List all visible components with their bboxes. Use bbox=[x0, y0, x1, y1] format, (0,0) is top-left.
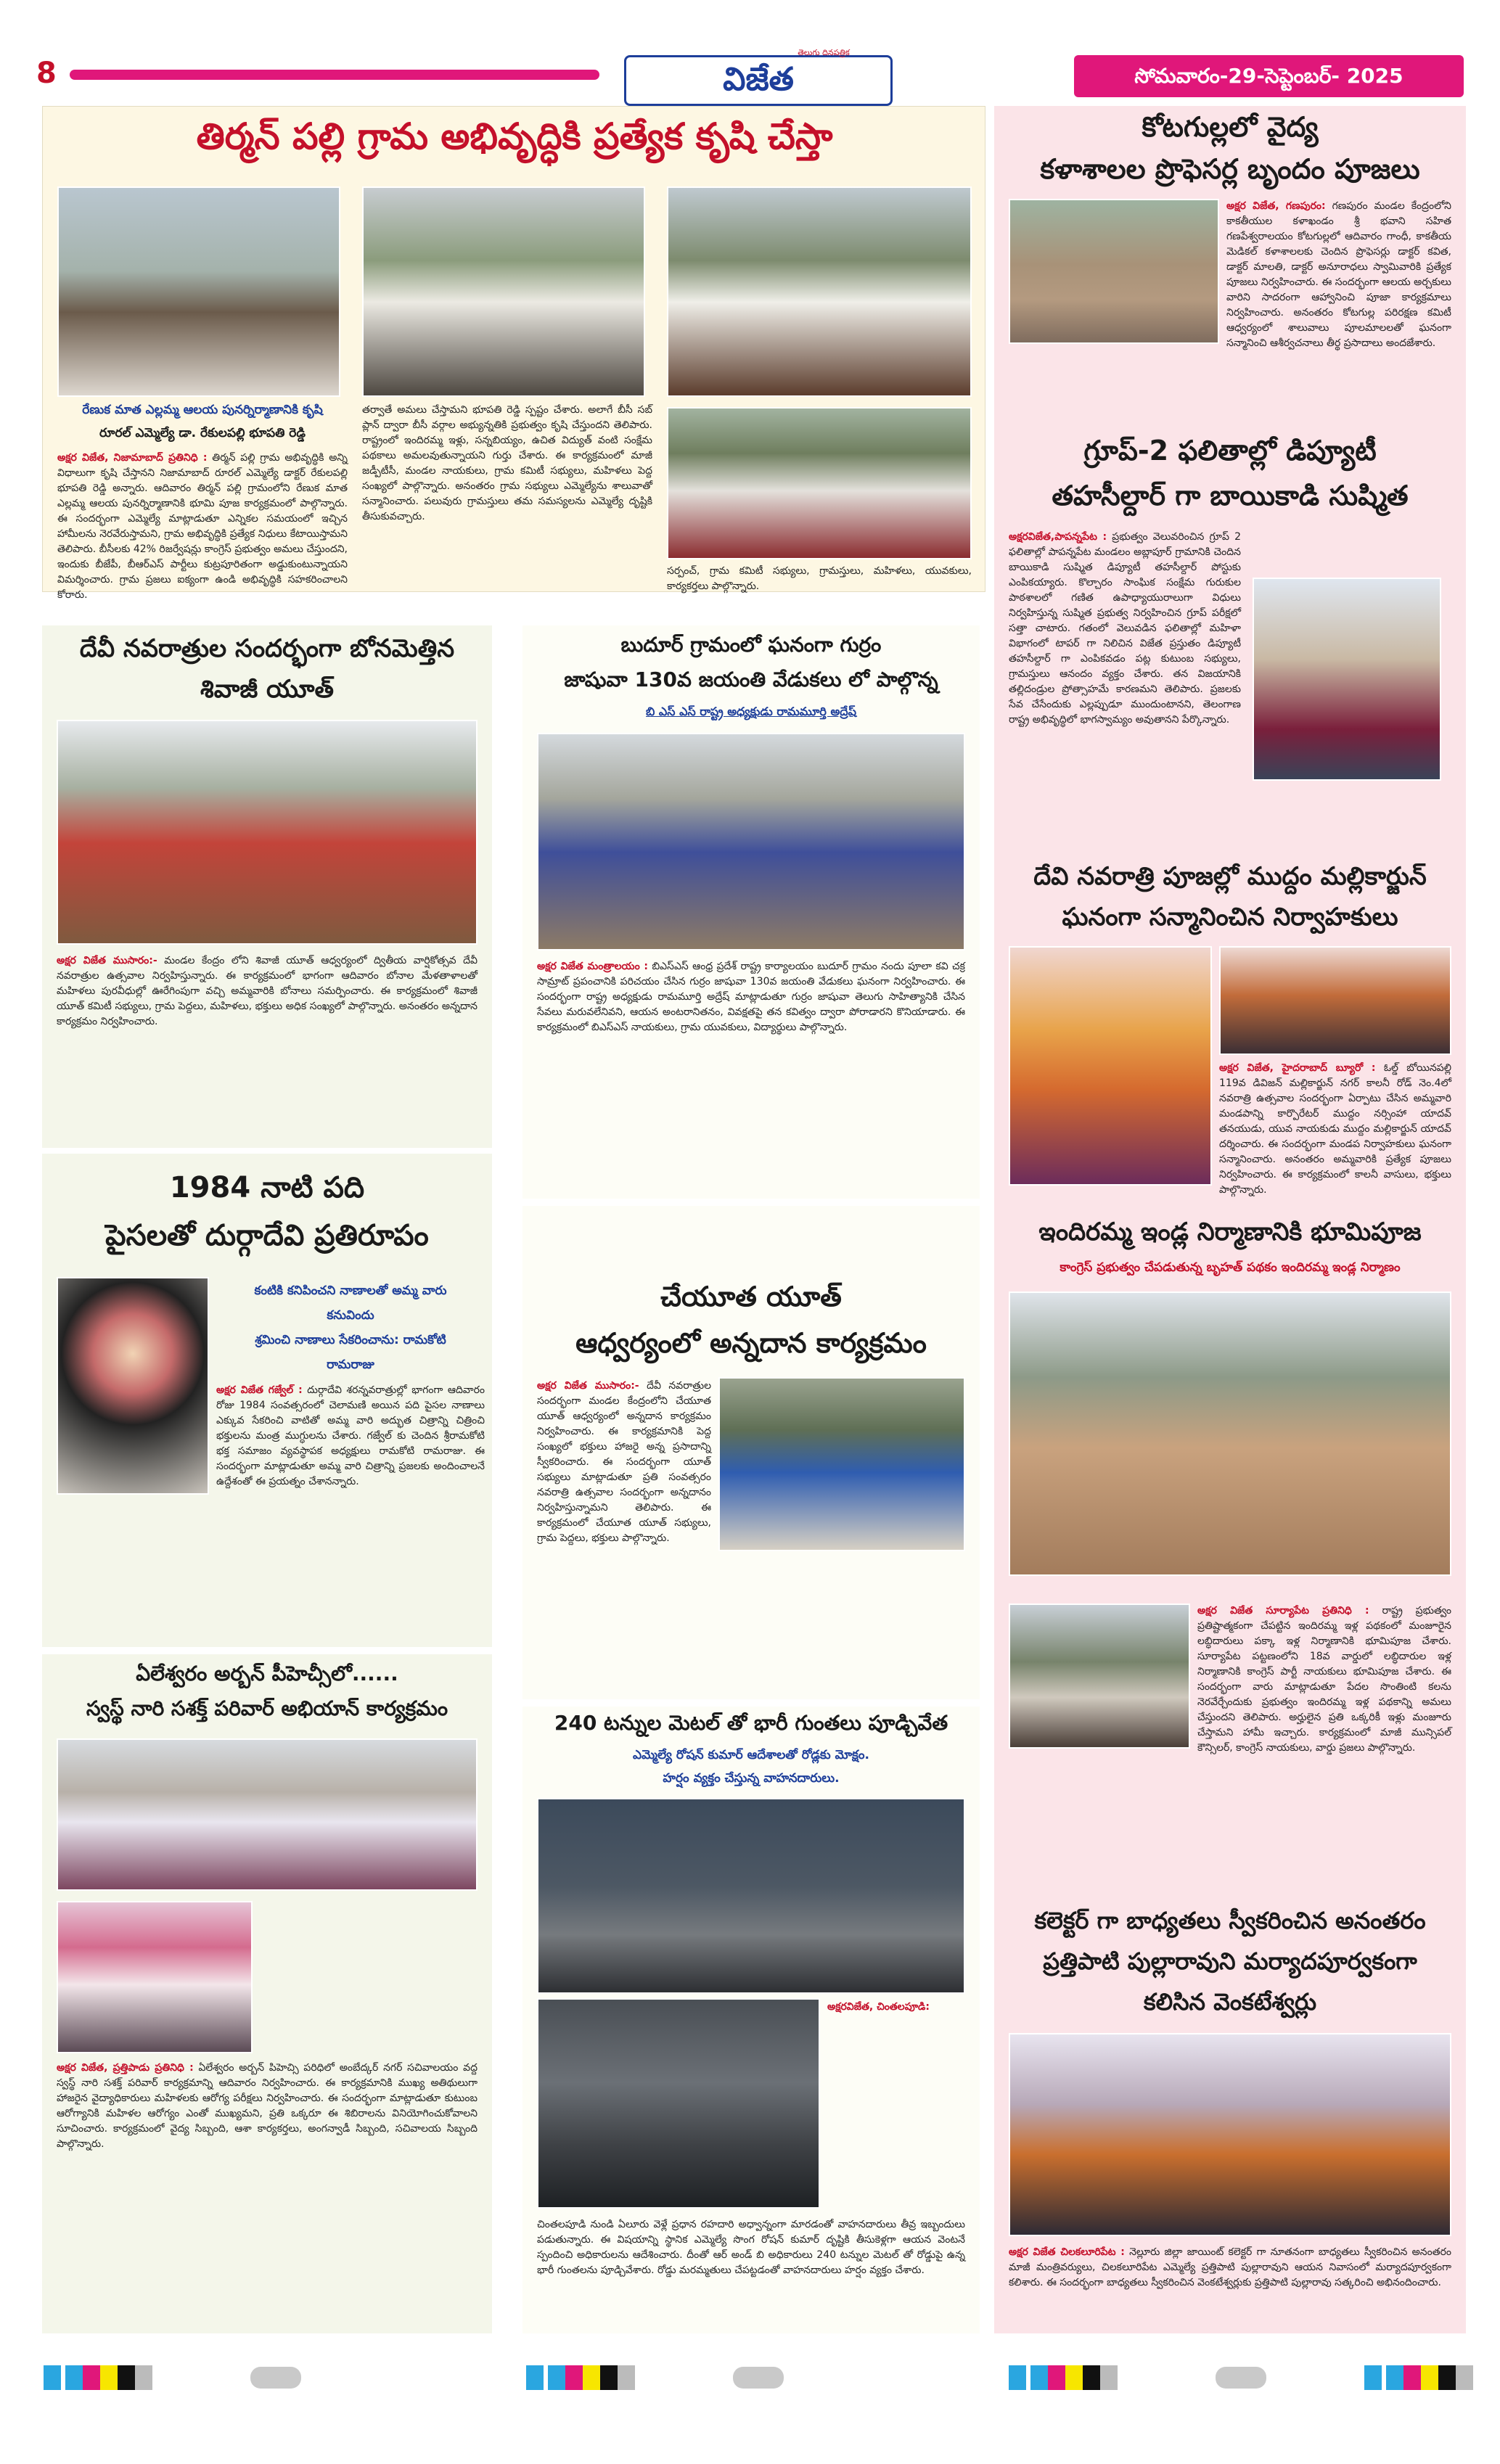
byline: అక్షర విజేత గజ్వేల్ : bbox=[216, 1384, 303, 1396]
article-tirmanpally bbox=[42, 106, 985, 601]
article-headline-line3: కలిసిన వెంకటేశ్వర్లు bbox=[1143, 1988, 1317, 2016]
masthead-title: విజేత bbox=[723, 61, 794, 98]
article-headline-line2: ఘనంగా సన్మానించిన నిర్వాహకులు bbox=[1062, 903, 1398, 932]
article-body: చింతలపూడి నుండి ఏలూరు వెళ్లే ప్రధాన రహదారి అధ్వాన్నంగా మారడంతో వాహనదారులు తీవ్ర ఇబ్బందులు పడుతున్నారు. ఈ విషయాన్ని స్థానిక ఎమ్మెల్యే సొంగ రోషన్ కుమార్ దృష్టికి తీసుకెళ్లగా ఆయన వెంటనే స్పందించి అధికారులను ఆదేశించారు. దీంతో ఆర్ అండ్ బి అధికారులు 240 టన్నుల మెటల్ తో రోడ్డుపై ఉన్న భారీ గుంతలను పూడ్చివేశారు. రోడ్డు మరమ్మతులు చేపట్టడంతో వాహనదారులు హర్షం వ్యక్తం చేశారు. bbox=[537, 2219, 965, 2276]
article-body-col2: తర్వాతే అమలు చేస్తామని భూపతి రెడ్డి స్పష్టం చేశారు. అలాగే బీసీ సబ్ ప్లాన్ ద్వారా బీసీ వర్గాల అభ్యున్నతికి ప్రభుత్వం కృషి చేస్తుందని తెలిపారు. రాష్ట్రంలో ఇందిరమ్మ ఇళ్లు, సన్నబియ్యం, ఉచిత విద్యుత్ వంటి సంక్షేమ పథకాలు అమలవుతున్నాయని గుర్తు చేశారు. ఈ కార్యక్రమంలో మాజీ జడ్పీటీసీ, మండల నాయకులు, గ్రామ కమిటీ సభ్యులు, మహిళలు పెద్ద సంఖ్యలో పాల్గొన్నారు. అనంతరం గ్రామ సభ్యులు ఎమ్మెల్యేను శాలువాతో సన్మానించారు. పలువురు గ్రామస్తులు తమ సమస్యలను ఎమ్మెల్యే దృష్టికి తీసుకువచ్చారు. bbox=[362, 404, 652, 522]
byline: అక్షర విజేత, హైదరాబాద్ బ్యూరో : bbox=[1219, 1062, 1376, 1074]
photo-jcb-night bbox=[537, 1798, 965, 1994]
byline: అక్షర విజేత ముసారం:- bbox=[537, 1380, 639, 1392]
article-headline-line1: ఏలేశ్వరం అర్బన్ పీహెచ్సీలో...... bbox=[136, 1662, 398, 1685]
body-text: నెల్లూరు జిల్లా జాయింట్ కలెక్టర్ గా నూతనంగా బాధ్యతలు స్వీకరించిన అనంతరం మాజీ మంత్రివర్యులు, చిలకలూరిపేట ఎమ్మెల్యే ప్రత్తిపాటి పుల్లారావుని ఆయన నివాసంలో మర్యాదపూర్వకంగా కలిశారు. ఈ సందర్భంగా బాధ్యతలు స్వీకరించిన వెంకటేశ్వర్లుకు ప్రత్తిపాటి పుల్లారావు సత్కరించి అభినందించారు. bbox=[1009, 2246, 1451, 2288]
article-body bbox=[57, 2061, 478, 2322]
article-yeleswaram-phc bbox=[42, 1654, 492, 2333]
article-body bbox=[1197, 1603, 1451, 1886]
article-headline-line2: ఆధ్వర్యంలో అన్నదాన కార్యక్రమం bbox=[575, 1327, 927, 1359]
article-subhead: కాంగ్రెస్ ప్రభుత్వం చేపడుతున్న బృహత్ పథకం ఇందిరమ్మ ఇండ్ల నిర్మాణం bbox=[1060, 1260, 1401, 1275]
byline: అక్షరవిజేత, చింతలపూడి: bbox=[827, 2001, 930, 2013]
photo-coin-art bbox=[57, 1277, 209, 1495]
byline: అక్షర విజేత, ప్రత్తిపాడు ప్రతినిధి : bbox=[57, 2062, 194, 2074]
article-sub4: రామరాజు bbox=[327, 1358, 374, 1372]
article-headline-line1: దేవి నవరాత్రి పూజల్లో ముద్దం మల్లికార్జున్ bbox=[1033, 862, 1427, 891]
article-annadanam bbox=[522, 1206, 980, 1699]
article-headline-line2: శివాజీ యూత్ bbox=[200, 675, 334, 704]
color-bar-group-2 bbox=[526, 2365, 635, 2390]
photo-bonalu bbox=[57, 720, 478, 945]
article-subhead: బి ఎస్ ఎస్ రాష్ట్ర అధ్యక్షుడు రామమూర్తి అద్రేష్ bbox=[646, 705, 856, 718]
article-body bbox=[1226, 199, 1451, 416]
body-text: మండల కేంద్రం లోని శివాజీ యూత్ ఆధ్వర్యంలో ద్వితీయ వార్షికోత్సవ దేవీ నవరాత్రుల ఉత్సవాల నిర్వహిస్తున్నారు. ఈ కార్యక్రమంలో భాగంగా ఆదివారం బోనాల మేళతాళాలతో మహిళలు పురవీధుల్లో ఊరేగింపుగా వచ్చి అమ్మవారికి బోనాలు సమర్పించారు. ఈ కార్యక్రమంలో శివాజీ యూత్ కమిటీ సభ్యులు, గ్రామ పెద్దలు, మహిళలు, భక్తులు అధిక సంఖ్యలో పాల్గొన్నారు. అనంతరం అన్నదాన కార్యక్రమం నిర్వహించారు. bbox=[57, 955, 478, 1027]
body-text: దుర్గాదేవి శరన్నవరాత్రుల్లో భాగంగా ఆదివారం రోజు 1984 సంవత్సరంలో చెలామణి అయిన పది పైసల నాణాలు ఎక్కువ సేకరించి వాటితో అమ్మ వారి అద్భుత చిత్రాన్ని చిత్రించి భక్తులను మంత్ర ముగ్ధులను చేశారు. గజ్వేల్ కు చెందిన శ్రీరామకోటి భక్త సమాజం వ్యవస్థాపక అధ్యక్షులు రామకోటి రామరాజు. ఈ సందర్భంగా మాట్లాడుతూ అమ్మ వారి చిత్రాన్ని ప్రజలకు అందించాలనే ఉద్దేశంతో ఈ ప్రయత్నం చేశానన్నారు. bbox=[216, 1384, 485, 1487]
article-body bbox=[1219, 1061, 1451, 1199]
photo-phc-banner bbox=[57, 1901, 253, 2053]
photo-felicitation bbox=[1219, 946, 1451, 1055]
photo-caption-2: రూరల్ ఎమ్మెల్యే డా. రేకులపల్లి భూపతి రెడ్డి bbox=[99, 426, 306, 440]
photo-caption-1: రేణుక మాత ఎల్లమ్మ ఆలయ పునర్నిర్మాణానికి కృషి bbox=[82, 403, 323, 417]
article-body bbox=[537, 1379, 711, 1691]
color-bar-group-4 bbox=[1364, 2365, 1473, 2390]
article-headline-line2: కళాశాలల ప్రొఫెసర్ల బృందం పూజలు bbox=[1040, 153, 1420, 185]
photo-potholes bbox=[537, 1998, 820, 2209]
article-road-repair bbox=[522, 1707, 980, 2333]
photo-goddess-stage bbox=[1009, 946, 1212, 1186]
byline: అక్షర విజేత సూర్యాపేట ప్రతినిధి : bbox=[1197, 1605, 1369, 1617]
photo-bhoomipuja bbox=[1009, 1291, 1451, 1576]
byline: అక్షర విజేత, గణపురం: bbox=[1226, 200, 1326, 212]
article-sub1: కంటికి కనిపించని నాణాలతో అమ్మ వారు bbox=[254, 1284, 447, 1298]
page-number: 8 bbox=[36, 57, 57, 90]
article-group2 bbox=[994, 432, 1466, 853]
color-bar-group-3 bbox=[1009, 2365, 1118, 2390]
body-text: బిఎస్ఎస్ ఆంధ్ర ప్రదేశ్ రాష్ట్ర కార్యాలయం బుదూర్ గ్రామం నందు పూలా కవి చక్ర సామ్రాట్ ప్రపంచానికి పరిచయం చేసిన గుర్రం జాషువా 130వ జయంతి వేడుకలు ఘనంగా నిర్వహించారు. ఈ సందర్భంగా రాష్ట్ర అధ్యక్షుడు రామమూర్తి అద్రేష్ మాట్లాడుతూ గుర్రం జాషువా తెలుగు సాహిత్యానికి చేసిన సేవలు మరువలేనివని, ఆయన అంటరానితనం, వివక్షతపై తన కవిత్వం ద్వారా పోరాడారని కొనియాడారు. ఈ కార్యక్రమంలో బిఎస్ఎస్ నాయకులు, గ్రామ యువకులు, విద్యార్థులు పాల్గొన్నారు. bbox=[537, 961, 965, 1033]
article-headline-line1: బుదూర్ గ్రామంలో ఘనంగా గుర్రం bbox=[620, 633, 882, 657]
body-text: ఏలేశ్వరం అర్బన్ పిహెచ్సి పరిధిలో అంబేద్కర్ నగర్ సచివాలయం వద్ద స్వస్థ్ నారి సశక్త్ పరివార్ కార్యక్రమాన్ని ఆదివారం నిర్వహించారు. ఈ కార్యక్రమానికి ముఖ్య అతిథులుగా హాజరైన వైద్యాధికారులు మహిళలకు ఆరోగ్య పరీక్షలు నిర్వహించారు. ఈ సందర్భంగా మాట్లాడుతూ కుటుంబ ఆరోగ్యానికి మహిళల ఆరోగ్యం ఎంతో ముఖ్యమని, ప్రతి ఒక్కరూ ఈ శిబిరాలను వినియోగించుకోవాలని సూచించారు. కార్యక్రమంలో వైద్య సిబ్బంది, ఆశా కార్యకర్తలు, అంగన్వాడీ సిబ్బంది, సచివాలయ సిబ్బంది పాల్గొన్నారు. bbox=[57, 2062, 478, 2150]
article-headline-line2: పైసలతో దుర్గాదేవి ప్రతిరూపం bbox=[105, 1219, 429, 1252]
article-body bbox=[216, 1383, 485, 1630]
article-coin-durga bbox=[42, 1154, 492, 1647]
article-headline-line1: చేయూత యూత్ bbox=[660, 1281, 842, 1313]
article-headline-line2: ప్రత్తిపాటి పుల్లారావుని మర్యాదపూర్వకంగా bbox=[1043, 1947, 1417, 1975]
body-text: ఓల్డ్ బోయినపల్లి 119వ డివిజన్ మల్లికార్జున్ నగర్ కాలనీ రోడ్ నెం.4లో నవరాత్రి ఉత్సవాల సందర్భంగా ఏర్పాటు చేసిన అమ్మవారి మండపాన్ని కార్పొరేటర్ ముద్దం నర్సింహా యాదవ్ తనయుడు, యువ నాయకుడు ముద్దం మల్లికార్జున్ యాదవ్ దర్శించారు. ఈ సందర్భంగా మండప నిర్వాహకులు ఘనంగా సన్మానించారు. అనంతరం అమ్మవారికి ప్రత్యేక పూజలు నిర్వహించారు. ఈ కార్యక్రమంలో కాలనీ వాసులు, భక్తులు పాల్గొన్నారు. bbox=[1219, 1062, 1452, 1196]
issue-date: సోమవారం-29-సెప్టెంబర్- 2025 bbox=[1134, 64, 1403, 88]
article-headline-line2: తహసీల్దార్ గా బాయికాడి సుష్మిత bbox=[1052, 480, 1409, 512]
byline: అక్షర విజేత, నిజామాబాద్ ప్రతినిధి : bbox=[57, 452, 208, 464]
byline: అక్షర విజేత ముసారం:- bbox=[57, 955, 157, 966]
article-sub3: శ్రమించి నాణాలు సేకరించాను: రామకోటి bbox=[255, 1333, 446, 1347]
photo-professors bbox=[1009, 199, 1219, 344]
article-headline-line1: దేవీ నవరాత్రుల సందర్భంగా బోనమెత్తిన bbox=[79, 634, 455, 663]
body-text: గణపురం మండల కేంద్రంలోని కాకతీయుల కళాఖండం శ్రీ భవాని సహిత గణపేశ్వరాలయం కోటగుల్లలో ఆదివారం గాంధీ, కాకతీయ మెడికల్ కళాశాలలకు చెందిన ప్రొఫెసర్లు డాక్టర్ కవిత, డాక్టర్ మాలతి, డాక్టర్ అనూరాధలు స్వామివారికి ప్రత్యేక పూజలు నిర్వహించారు. ఈ సందర్భంగా ఆలయ అర్చకులు వారిని సాదరంగా ఆహ్వానించి పూజా కార్యక్రమాలు నిర్వహించారు. అనంతరం కోటగుల్ల పరిరక్షణ కమిటీ ఆధ్వర్యంలో శాలువాలు పూలమాలలతో ఘనంగా సన్మానించి ఆశీర్వచనాలు తీర్థ ప్రసాదాలు అందజేశారు. bbox=[1226, 200, 1451, 349]
photo-villagers bbox=[667, 186, 972, 397]
article-body-col1 bbox=[57, 451, 348, 601]
article-indiramma bbox=[994, 1216, 1466, 1898]
byline: అక్షర విజేత చిలకలూరిపేట : bbox=[1009, 2246, 1125, 2258]
article-collector bbox=[994, 1905, 1466, 2333]
article-headline: తిర్మన్ పల్లి గ్రామ అభివృద్ధికి ప్రత్యేక కృషి చేస్తా bbox=[196, 115, 833, 157]
body-text: రాష్ట్ర ప్రభుత్వం ప్రతిష్టాత్మకంగా చేపట్టిన ఇందిరమ్మ ఇళ్ల పథకంలో మంజూరైన లబ్ధిదారులు పక్కా ఇళ్ల నిర్మాణానికి భూమిపూజ చేశారు. సూర్యాపేట పట్టణంలోని 18వ వార్డులో లబ్ధిదారుల ఇళ్ల నిర్మాణానికి కాంగ్రెస్ పార్టీ నాయకులు భూమిపూజ చేశారు. ఈ సందర్భంగా వారు మాట్లాడుతూ పేదల సొంతింటి కలను నెరవేర్చేందుకు ప్రభుత్వం ఇందిరమ్మ ఇళ్ల పథకాన్ని అమలు చేస్తుందని తెలిపారు. అర్హులైన ప్రతి ఒక్కరికీ ఇళ్లు మంజూరు చేస్తామని హామీ ఇచ్చారు. కార్యక్రమంలో మాజీ మున్సిపల్ కౌన్సిలర్, కాంగ్రెస్ నాయకులు, వార్డు ప్రజలు పాల్గొన్నారు. bbox=[1197, 1605, 1452, 1754]
photo-annadanam bbox=[718, 1377, 965, 1551]
header-date-bar bbox=[1074, 55, 1464, 97]
footer-registration-marks bbox=[0, 2358, 1500, 2402]
color-bar-grey-3 bbox=[1216, 2367, 1266, 2389]
article-body bbox=[537, 959, 965, 1191]
article-kotagulla bbox=[994, 106, 1466, 425]
color-bar-grey-2 bbox=[733, 2367, 784, 2389]
photo-meeting bbox=[1009, 2033, 1451, 2236]
photo-mla-group bbox=[362, 186, 645, 397]
header-rule-left bbox=[70, 70, 599, 80]
article-subhead-1: ఎమ్మెల్యే రోషన్ కుమార్ ఆదేశాలతో రోడ్లకు మోక్షం. bbox=[633, 1748, 869, 1762]
photo-mla-temple bbox=[57, 186, 340, 397]
masthead-logo bbox=[624, 55, 893, 106]
article-body bbox=[1009, 2245, 1451, 2325]
article-body bbox=[1009, 530, 1241, 834]
masthead-tag: తెలుగు దినపత్రిక bbox=[798, 48, 850, 57]
body-text: దేవీ నవరాత్రుల సందర్భంగా మండల కేంద్రంలోని చేయూత యూత్ ఆధ్వర్యంలో అన్నదాన కార్యక్రమం నిర్వహించారు. ఈ కార్యక్రమానికి పెద్ద సంఖ్యలో భక్తులు హాజరై అన్న ప్రసాదాన్ని స్వీకరించారు. ఈ సందర్భంగా యూత్ సభ్యులు మాట్లాడుతూ ప్రతి సంవత్సరం నవరాత్రి ఉత్సవాల సందర్భంగా అన్నదానం నిర్వహిస్తున్నామని తెలిపారు. ఈ కార్యక్రమంలో చేయూత యూత్ సభ్యులు, గ్రామ పెద్దలు, భక్తులు పాల్గొన్నారు. bbox=[537, 1380, 711, 1544]
byline: అక్షరవిజేత,పాపన్నపేట : bbox=[1009, 531, 1107, 543]
article-headline: 240 టన్నుల మెటల్ తో భారీ గుంతలు పూడ్చివేత bbox=[554, 1711, 948, 1735]
article-sub2: కనువిందు bbox=[327, 1308, 374, 1323]
photo-women bbox=[667, 407, 972, 559]
article-shivaji-youth bbox=[42, 625, 492, 1148]
color-bar-group-1 bbox=[44, 2365, 152, 2390]
photo-caption-3: సర్పంచ్, గ్రామ కమిటీ సభ్యులు, గ్రామస్తులు, మహిళలు, యువకులు, కార్యకర్తలు పాల్గొన్నారు. bbox=[667, 565, 972, 592]
body-text: తిర్మన్ పల్లి గ్రామ అభివృద్ధికి అన్ని విధాలుగా కృషి చేస్తానని నిజామాబాద్ రూరల్ ఎమ్మెల్యే డాక్టర్ రేకులపల్లి భూపతి రెడ్డి అన్నారు. ఆదివారం తిర్మన్ పల్లి గ్రామంలోని రేణుక మాత ఎల్లమ్మ ఆలయ పునర్నిర్మాణానికి భూమి పూజ కార్యక్రమంలో పాల్గొన్నారు. ఈ సందర్భంగా ఎమ్మెల్యే మాట్లాడుతూ ఎన్నికల సమయంలో ఇచ్చిన హామీలను నెరవేరుస్తామని, గ్రామ అభివృద్ధికి ప్రత్యేక నిధులు కేటాయిస్తామని తెలిపారు. బీసీలకు 42% రిజర్వేషన్లు కాంగ్రెస్ ప్రభుత్వం అమలు చేస్తుందని, ఇందుకు బీజేపీ, బీఆర్ఎస్ పార్టీలు కుట్రపూరితంగా అడ్డుకుంటున్నాయని విమర్శించారు. గ్రామ ప్రజలు ఐక్యంగా ఉండి అభివృద్ధికి సహకరించాలని కోరారు. bbox=[57, 452, 348, 601]
article-headline-line1: 1984 నాటి పది bbox=[169, 1171, 365, 1204]
article-subhead-2: హర్షం వ్యక్తం చేస్తున్న వాహనదారులు. bbox=[663, 1771, 840, 1786]
article-body-side bbox=[827, 2000, 965, 2210]
body-text: ప్రభుత్వం వెలువరించిన గ్రూప్ 2 ఫలితాల్లో పాపన్నపేట మండలం అబ్లాపూర్ గ్రామానికి చెందిన బాయికాడి సుష్మిత డిప్యూటీ తహసీల్దార్ పోస్టుకు ఎంపికయ్యారు. కొల్చారం సాంఘిక సంక్షేమ గురుకుల పాఠశాలలో గణిత ఉపాధ్యాయురాలుగా విధులు నిర్వహిస్తున్న సుష్మిత ప్రభుత్వ నిర్వహించిన గ్రూప్ పరీక్షలో సత్తా చాటారు. గతంలో వెలువడిన ఫలితాల్లో మహిళా విభాగంలో టాపర్ గా నిలిచిన విజేత ప్రస్తుతం డిప్యూటీ తహసీల్దార్ గా ఎంపికవడం పట్ల కుటుంబ సభ్యులు, గ్రామస్తులు ఆనందం వ్యక్తం చేశారు. తన విజయానికి తల్లిదండ్రుల ప్రోత్సాహమే కారణమని తెలిపారు. ప్రజలకు సేవ చేసేందుకు ఎల్లప్పుడూ ముందుంటానని, తెలంగాణ రాష్ట్ర అభివృద్ధిలో భాగస్వామ్యం అవుతానని పేర్కొన్నారు. bbox=[1009, 531, 1241, 726]
article-headline-line1: కలెక్టర్ గా బాధ్యతలు స్వీకరించిన అనంతరం bbox=[1034, 1907, 1426, 1934]
byline: అక్షర విజేత మంత్రాలయం : bbox=[537, 961, 649, 972]
photo-sushmitha bbox=[1253, 578, 1441, 781]
photo-phc-group bbox=[57, 1738, 478, 1891]
article-jashuva bbox=[522, 625, 980, 1199]
photo-beneficiaries bbox=[1009, 1603, 1190, 1749]
article-headline-line2: జాషువా 130వ జయంతి వేడుకలు లో పాల్గొన్న bbox=[564, 668, 938, 691]
article-headline-line1: కోటగుల్లలో వైద్య bbox=[1142, 111, 1319, 143]
article-headline-line1: గ్రూప్-2 ఫలితాల్లో డిప్యూటీ bbox=[1083, 435, 1377, 467]
article-body bbox=[57, 953, 478, 1142]
article-headline: ఇందిరమ్మ ఇండ్ల నిర్మాణానికి భూమిపూజ bbox=[1038, 1217, 1422, 1247]
article-navaratri-puja bbox=[994, 861, 1466, 1202]
article-headline-line2: స్వస్థ్ నారి సశక్త్ పరివార్ అభియాన్ కార్యక్రమం bbox=[86, 1696, 448, 1720]
color-bar-grey-1 bbox=[250, 2367, 301, 2389]
photo-jashuva-event bbox=[537, 733, 965, 950]
